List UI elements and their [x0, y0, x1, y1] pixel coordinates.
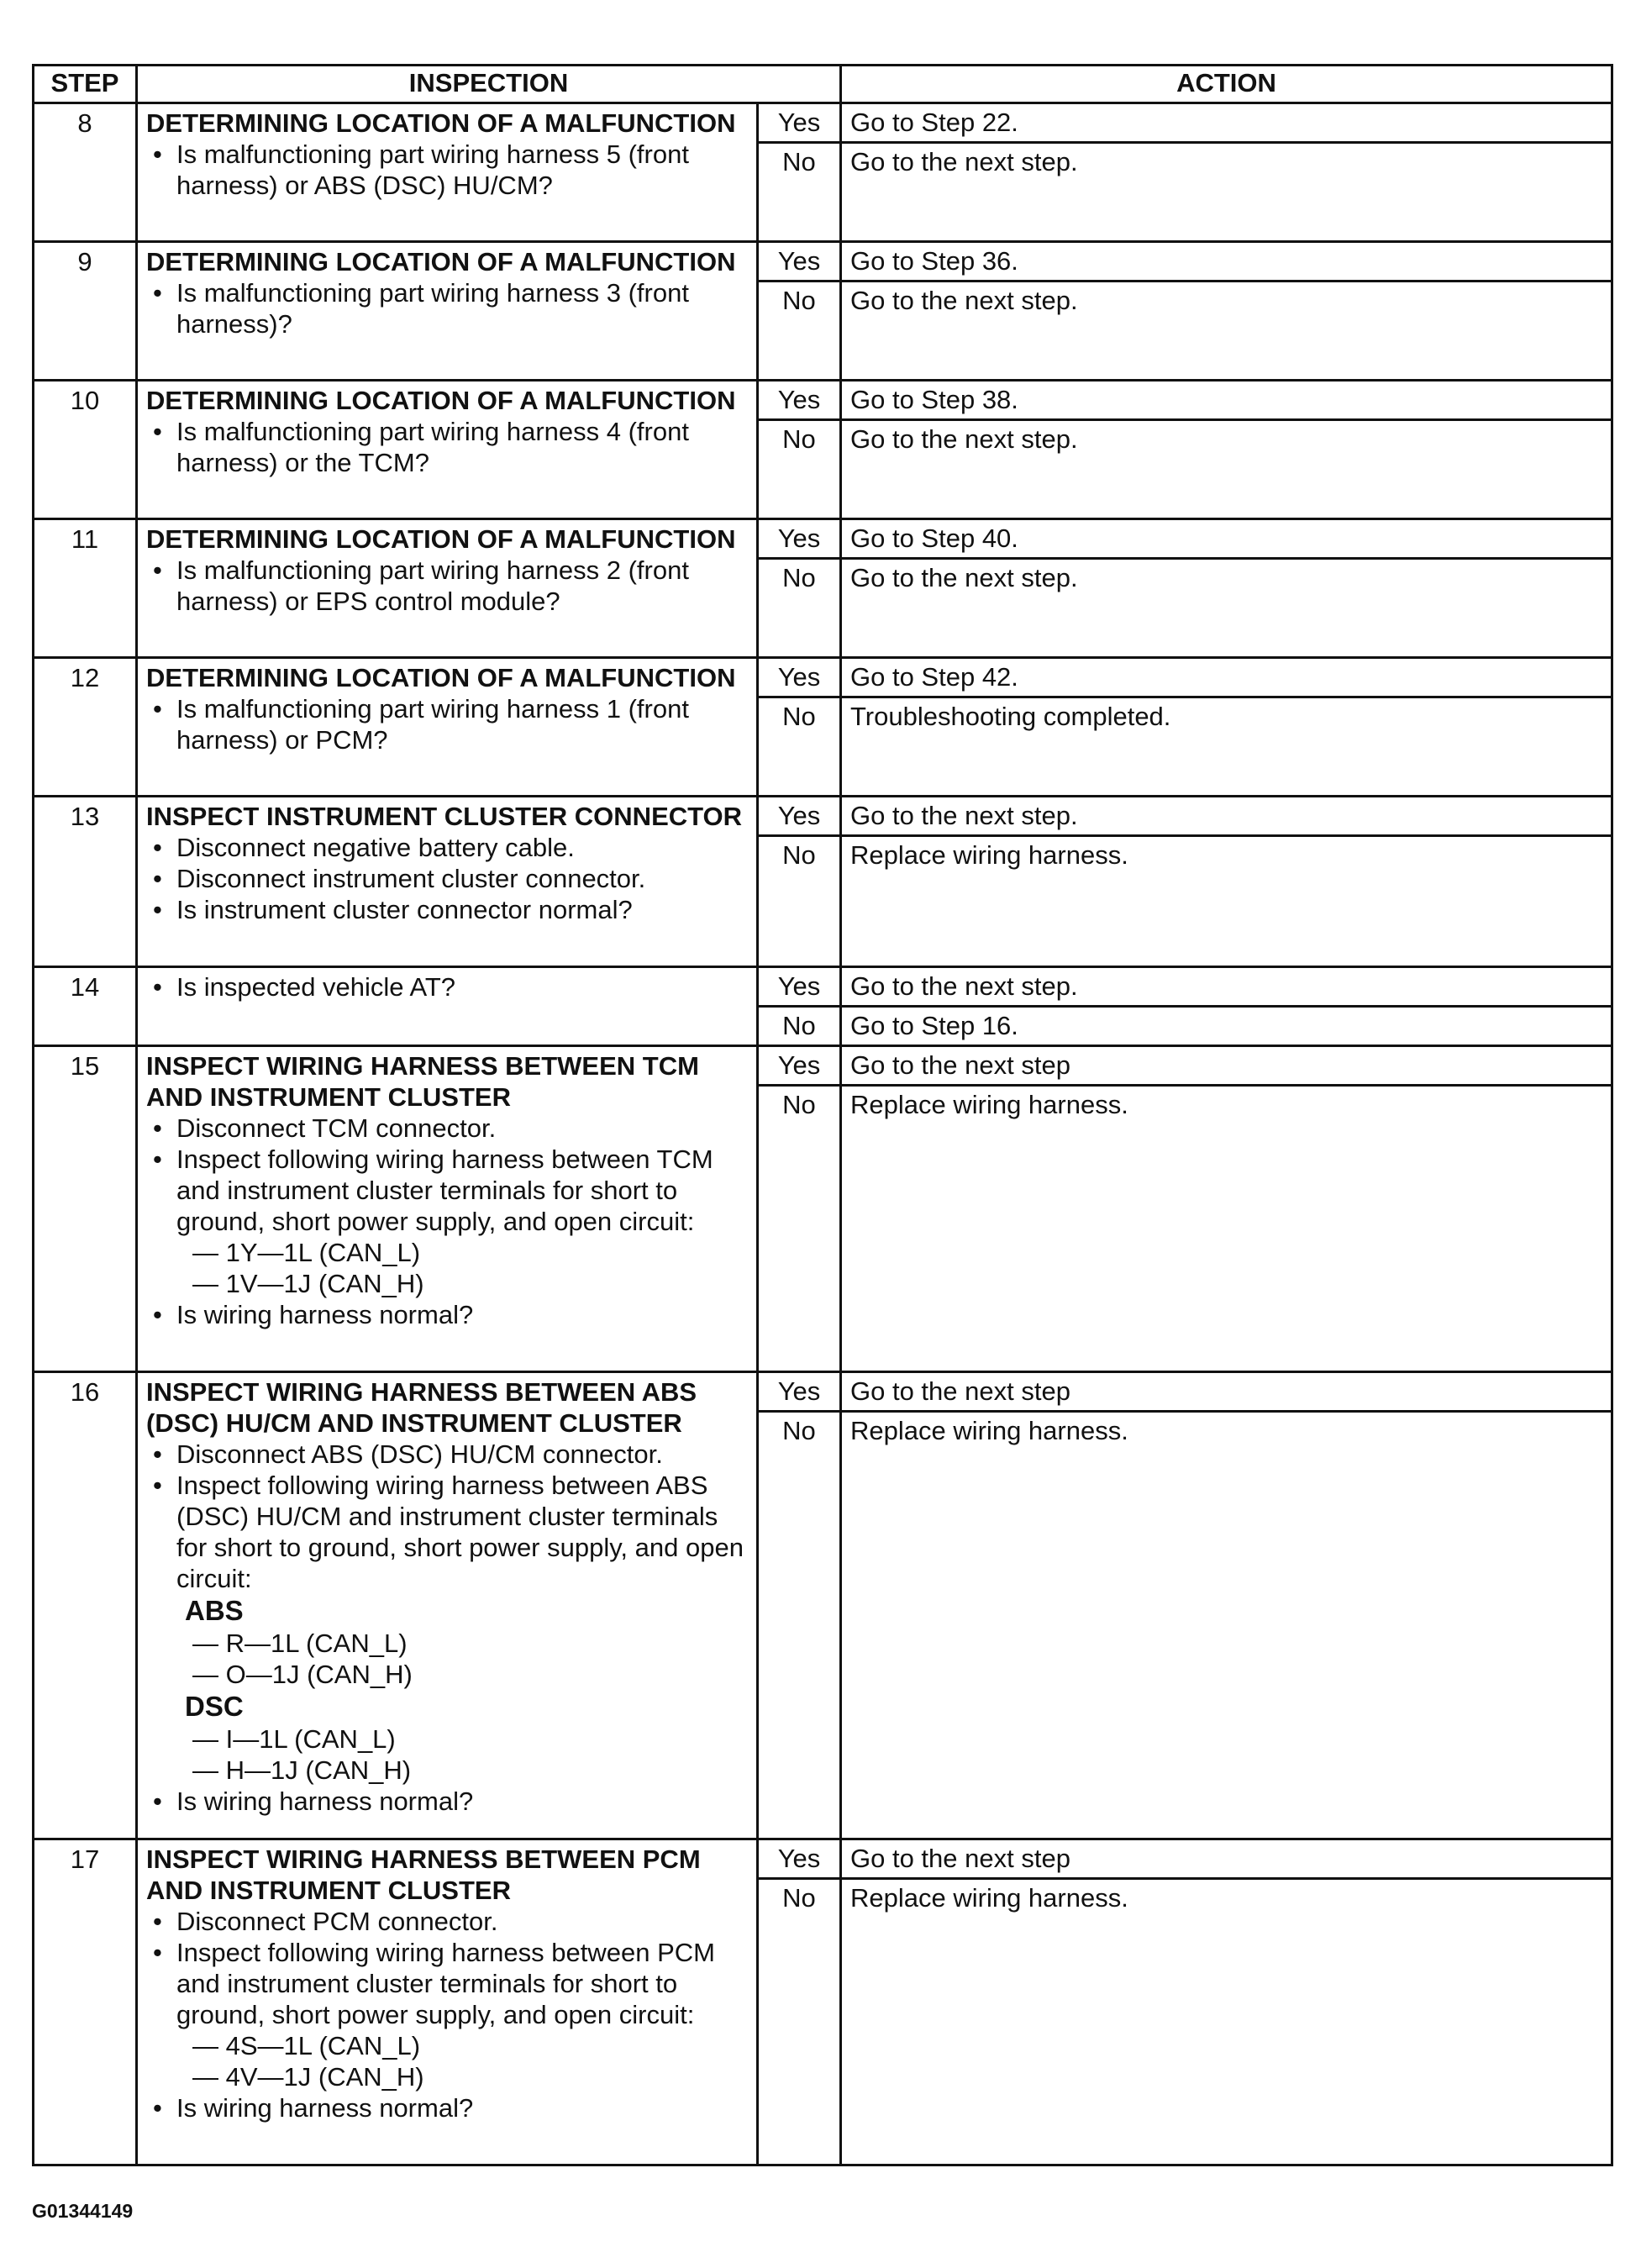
list-item: • Is wiring harness normal? — [146, 2092, 748, 2123]
inspection-title: DETERMINING LOCATION OF A MALFUNCTION — [146, 663, 736, 692]
inspection-cell — [137, 658, 758, 797]
list-item: • Is malfunctioning part wiring harness 1 (front harness) or PCM? — [146, 693, 748, 755]
table-row — [34, 658, 1612, 797]
list-item: • Inspect following wiring harness between ABS (DSC) HU/CM and instrument cluster terminals for short to ground, short power supply, and open circuit: — [146, 1470, 748, 1594]
inspection-list — [146, 416, 748, 478]
no-action: Troubleshooting completed. — [850, 702, 1171, 731]
group-heading: ABS — [185, 1595, 244, 1626]
answer-cell — [758, 242, 841, 381]
step-number: 16 — [34, 1372, 137, 1839]
yes-label: Yes — [759, 104, 839, 144]
yes-label: Yes — [759, 968, 839, 1008]
action-cell — [841, 658, 1612, 797]
list-item: • Is malfunctioning part wiring harness 5 (front harness) or ABS (DSC) HU/CM? — [146, 139, 748, 201]
circuit-item: — 4S—1L (CAN_L) — [192, 2031, 421, 2060]
answer-cell — [758, 658, 841, 797]
inspection-title: INSPECT INSTRUMENT CLUSTER CONNECTOR — [146, 802, 743, 831]
no-action: Replace wiring harness. — [850, 1416, 1128, 1445]
table-row — [34, 103, 1612, 242]
circuit-item: — 1Y—1L (CAN_L) — [192, 1238, 421, 1267]
step-number: 15 — [34, 1046, 137, 1372]
no-label: No — [782, 1011, 816, 1040]
action-cell — [841, 242, 1612, 381]
yes-action: Go to the next step — [842, 1047, 1611, 1087]
list-item: • Disconnect ABS (DSC) HU/CM connector. — [146, 1439, 748, 1470]
step-number: 14 — [34, 967, 137, 1046]
step-number: 12 — [34, 658, 137, 797]
yes-action: Go to the next step — [842, 1373, 1611, 1413]
list-item: • Is malfunctioning part wiring harness 3 (front harness)? — [146, 277, 748, 339]
yes-label: Yes — [759, 797, 839, 837]
action-cell — [841, 1372, 1612, 1839]
table-row — [34, 967, 1612, 1046]
no-label: No — [782, 1883, 816, 1913]
yes-action: Go to Step 36. — [842, 243, 1611, 282]
table-row — [34, 1839, 1612, 2165]
list-item: • Is malfunctioning part wiring harness 4 (front harness) or the TCM? — [146, 416, 748, 478]
no-label: No — [782, 840, 816, 870]
inspection-title: DETERMINING LOCATION OF A MALFUNCTION — [146, 524, 736, 554]
action-cell — [841, 381, 1612, 519]
inspection-list — [146, 1113, 748, 1237]
inspection-cell — [137, 1839, 758, 2165]
circuit-item: — H—1J (CAN_H) — [192, 1755, 412, 1785]
figure-code: G01344149 — [32, 2200, 134, 2222]
circuit-item: — I—1L (CAN_L) — [192, 1724, 396, 1754]
list-item: • Inspect following wiring harness between PCM and instrument cluster terminals for short to ground, short power supply, and open circuit: — [146, 1937, 748, 2030]
inspection-title: DETERMINING LOCATION OF A MALFUNCTION — [146, 386, 736, 415]
yes-action: Go to Step 22. — [842, 104, 1611, 144]
no-label: No — [782, 147, 816, 176]
no-action: Replace wiring harness. — [850, 1090, 1128, 1119]
inspection-title: INSPECT WIRING HARNESS BETWEEN TCM AND INSTRUMENT CLUSTER — [146, 1051, 699, 1112]
inspection-cell — [137, 797, 758, 967]
inspection-cell — [137, 1372, 758, 1839]
inspection-list — [146, 555, 748, 617]
table-row — [34, 1046, 1612, 1372]
no-label: No — [782, 1416, 816, 1445]
action-cell — [841, 797, 1612, 967]
list-item: • Disconnect negative battery cable. — [146, 832, 748, 863]
no-label: No — [782, 1090, 816, 1119]
yes-action: Go to the next step — [842, 1840, 1611, 1880]
circuit-item: — 4V—1J (CAN_H) — [192, 2062, 424, 2092]
answer-cell — [758, 519, 841, 658]
list-item: • Is wiring harness normal? — [146, 1299, 748, 1330]
list-item: • Is inspected vehicle AT? — [146, 971, 748, 1002]
answer-cell — [758, 1372, 841, 1839]
no-label: No — [782, 563, 816, 592]
inspection-title: DETERMINING LOCATION OF A MALFUNCTION — [146, 247, 736, 276]
table-row — [34, 242, 1612, 381]
inspection-cell — [137, 381, 758, 519]
table-row — [34, 1372, 1612, 1839]
yes-label: Yes — [759, 1047, 839, 1087]
step-number: 9 — [34, 242, 137, 381]
table-row — [34, 797, 1612, 967]
diagnostic-table — [32, 64, 1613, 2166]
circuit-item: — 1V—1J (CAN_H) — [192, 1269, 424, 1298]
table-row — [34, 381, 1612, 519]
inspection-title: DETERMINING LOCATION OF A MALFUNCTION — [146, 108, 736, 138]
no-action: Go to Step 16. — [850, 1011, 1018, 1040]
action-cell — [841, 1839, 1612, 2165]
yes-action: Go to the next step. — [842, 968, 1611, 1008]
yes-label: Yes — [759, 520, 839, 560]
list-item: • Is instrument cluster connector normal? — [146, 894, 748, 925]
yes-action: Go to Step 42. — [842, 659, 1611, 698]
inspection-list — [146, 2092, 748, 2123]
answer-cell — [758, 797, 841, 967]
step-number: 10 — [34, 381, 137, 519]
action-column-header: ACTION — [841, 66, 1612, 103]
yes-label: Yes — [759, 382, 839, 421]
inspection-list — [146, 1906, 748, 2030]
inspection-cell — [137, 103, 758, 242]
yes-label: Yes — [759, 243, 839, 282]
step-number: 11 — [34, 519, 137, 658]
group-heading: DSC — [185, 1691, 244, 1722]
inspection-list — [146, 832, 748, 925]
inspection-cell — [137, 1046, 758, 1372]
inspection-list — [146, 1786, 748, 1817]
yes-action: Go to Step 40. — [842, 520, 1611, 560]
no-action: Replace wiring harness. — [850, 1883, 1128, 1913]
circuit-item: — R—1L (CAN_L) — [192, 1629, 408, 1658]
yes-label: Yes — [759, 659, 839, 698]
list-item: • Is wiring harness normal? — [146, 1786, 748, 1817]
action-cell — [841, 1046, 1612, 1372]
inspection-list — [146, 971, 748, 1002]
step-number: 17 — [34, 1839, 137, 2165]
inspection-cell — [137, 967, 758, 1046]
list-item: • Disconnect instrument cluster connector. — [146, 863, 748, 894]
inspection-list — [146, 1299, 748, 1330]
action-cell — [841, 103, 1612, 242]
no-label: No — [782, 286, 816, 315]
list-item: • Disconnect TCM connector. — [146, 1113, 748, 1144]
inspection-title: INSPECT WIRING HARNESS BETWEEN PCM AND INSTRUMENT CLUSTER — [146, 1844, 701, 1905]
inspection-column-header: INSPECTION — [137, 66, 841, 103]
no-action: Replace wiring harness. — [850, 840, 1128, 870]
yes-action: Go to Step 38. — [842, 382, 1611, 421]
no-label: No — [782, 702, 816, 731]
yes-label: Yes — [759, 1373, 839, 1413]
no-label: No — [782, 424, 816, 454]
no-action: Go to the next step. — [850, 563, 1078, 592]
table-row — [34, 519, 1612, 658]
yes-action: Go to the next step. — [842, 797, 1611, 837]
table-header-row — [34, 66, 1612, 103]
list-item: • Is malfunctioning part wiring harness 2 (front harness) or EPS control module? — [146, 555, 748, 617]
no-action: Go to the next step. — [850, 286, 1078, 315]
no-action: Go to the next step. — [850, 147, 1078, 176]
answer-cell — [758, 1839, 841, 2165]
no-action: Go to the next step. — [850, 424, 1078, 454]
inspection-cell — [137, 519, 758, 658]
answer-cell — [758, 381, 841, 519]
step-number: 8 — [34, 103, 137, 242]
answer-cell — [758, 967, 841, 1046]
step-column-header: STEP — [34, 66, 137, 103]
action-cell — [841, 519, 1612, 658]
circuit-item: — O—1J (CAN_H) — [192, 1660, 413, 1689]
action-cell — [841, 967, 1612, 1046]
answer-cell — [758, 103, 841, 242]
list-item: • Inspect following wiring harness between TCM and instrument cluster terminals for short to ground, short power supply, and open circuit: — [146, 1144, 748, 1237]
inspection-list — [146, 277, 748, 339]
inspection-title: INSPECT WIRING HARNESS BETWEEN ABS (DSC) HU/CM AND INSTRUMENT CLUSTER — [146, 1377, 697, 1438]
yes-label: Yes — [759, 1840, 839, 1880]
inspection-list — [146, 693, 748, 755]
inspection-list — [146, 1439, 748, 1594]
inspection-cell — [137, 242, 758, 381]
answer-cell — [758, 1046, 841, 1372]
list-item: • Disconnect PCM connector. — [146, 1906, 748, 1937]
inspection-list — [146, 139, 748, 201]
step-number: 13 — [34, 797, 137, 967]
